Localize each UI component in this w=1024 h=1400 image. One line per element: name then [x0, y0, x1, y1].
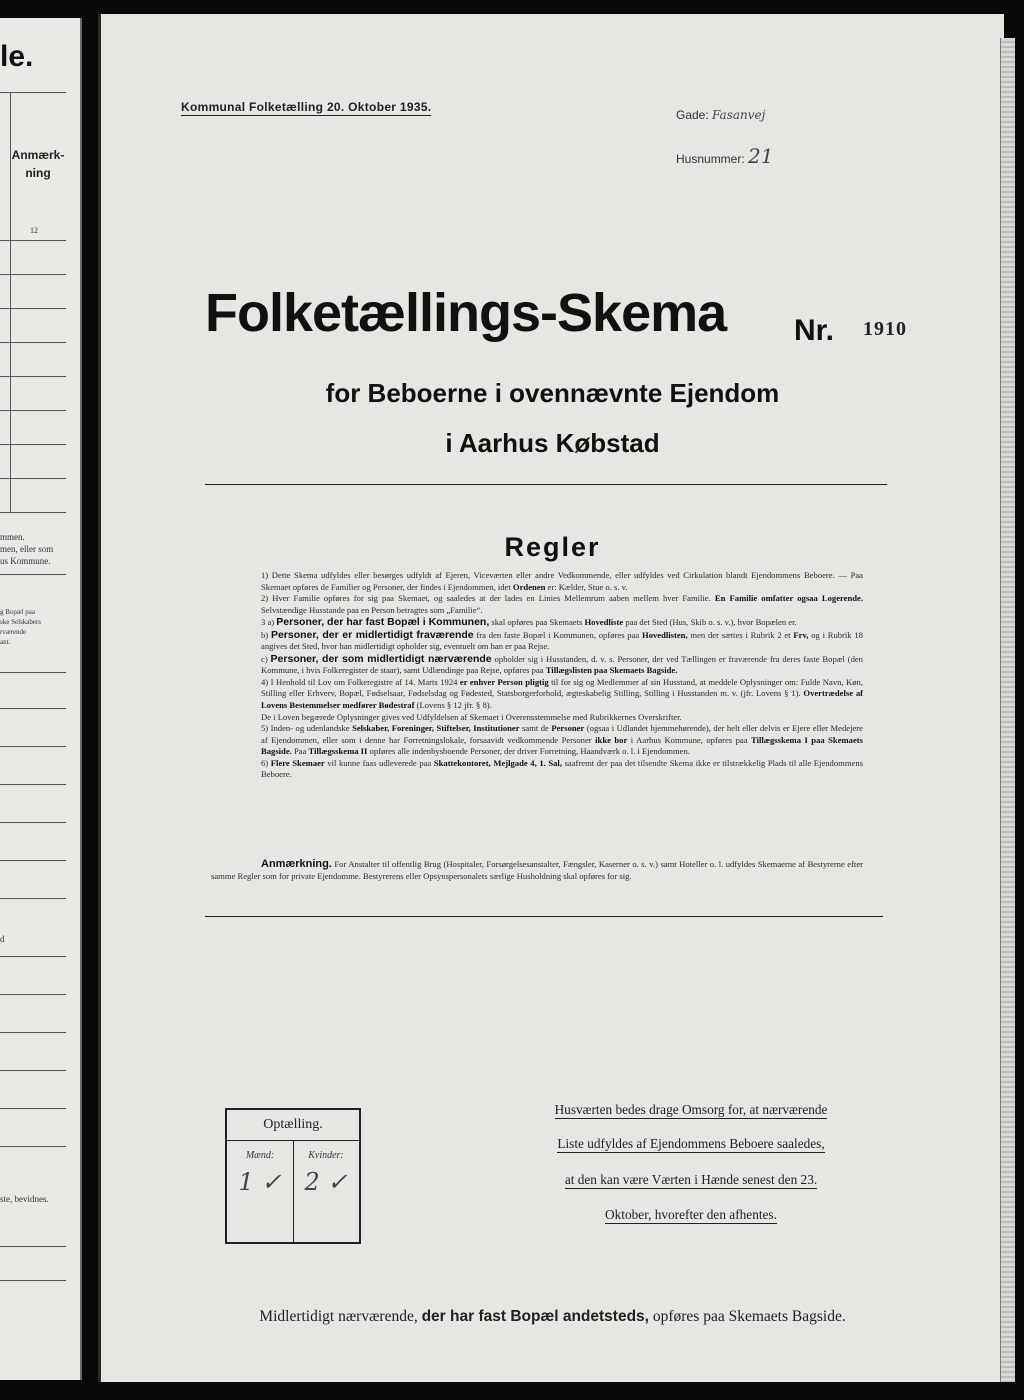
rule-text: fra den faste Bopæl i Kommunen, opføres paa	[476, 629, 640, 640]
table-rule	[0, 512, 66, 513]
form-location: i Aarhus Købstad	[445, 428, 660, 458]
rule-1	[211, 570, 863, 593]
rule-4-note	[211, 712, 863, 724]
rule-emphasis: Overtrædelse af Lovens Bestemmelser medfører Bødestraf	[261, 688, 863, 711]
rule-emphasis: ikke bor	[595, 734, 628, 745]
rule-text: 1) Dette Skema udfyldes eller besørges udfyldt af Ejeren, Viceværten eller andre Vedkommende, eller udfyldes ved Cirkulation blandt Ejendommens Beboere. — Paa Skemaet opføres de Familier og Personer, der findes i Ejendommen, idet	[261, 570, 863, 592]
text-fragment: men, eller som	[0, 544, 54, 554]
table-rule	[0, 994, 66, 995]
form-number-label: Nr.	[794, 314, 835, 347]
table-rule	[0, 1070, 66, 1071]
column-number: 12	[30, 226, 38, 235]
rule-text: Paa	[293, 746, 307, 757]
table-rule	[0, 784, 66, 785]
host-notice-line-3	[519, 1172, 863, 1188]
rule-text: 6)	[261, 757, 269, 768]
table-rule	[0, 860, 66, 861]
rule-emphasis: Personer, der har fast Bopæl i Kommunen,	[276, 616, 490, 629]
host-notice-text: Oktober, hvorefter den afhentes.	[605, 1207, 777, 1222]
rule-text: Selvstændige Husstande paa en Person betragtes som „Familie“.	[261, 604, 483, 615]
remark-block	[211, 858, 863, 882]
table-rule	[0, 1146, 66, 1147]
rule-text: 5) Inden- og udenlandske	[261, 723, 350, 734]
text-fragment: us Kommune.	[0, 556, 51, 566]
rule-text: (ogsaa i Udlandet hjemmehørende), der helt eller delvis er Ejere eller Medejere af Ejendommen, eller som i denne har Forretningslokale, forsaavidt vedkommende Personer	[261, 723, 863, 745]
rule-emphasis: Frv,	[793, 629, 809, 640]
table-rule	[0, 746, 66, 747]
table-rule	[0, 708, 66, 709]
text-fragment: g Bopæl paa	[0, 608, 35, 616]
house-number-value: 21	[748, 144, 774, 168]
footer-emphasis: der har fast Bopæl andetsteds,	[421, 1308, 649, 1325]
rule-text: saafremt der paa det tilsendte Skema ikke er tilstrækkelig Plads til alle Ejendommens Beboere.	[261, 757, 863, 780]
rule-text: paa det Sted (Hus, Skib o. s. v.), hvor Bopælen er.	[625, 617, 797, 628]
table-rule	[0, 342, 66, 343]
remark-text: For Anstalter til offentlig Brug (Hospitaler, Forsørgelsesanstalter, Fængsler, Kaserner o. s. v.) samt Hoteller o. l. udfyldes Skemaerne af Bestyrerne efter samme Regler som for private Ejendomme. Bestyrerens eller Opsynspersonalets særlige Husholdning skal opføres for sig.	[211, 859, 864, 881]
page-edge-stack	[1000, 38, 1015, 1382]
rule-text: De i Loven begærede Oplysninger gives ved Udfyldelsen af Skemaet i Overensstemmelse med Rubrikkernes Overskrifter.	[261, 711, 682, 722]
text-fragment: rværende	[0, 628, 27, 636]
rule-3a	[211, 616, 863, 629]
rule-emphasis: Personer	[551, 723, 585, 734]
table-rule	[0, 1280, 66, 1281]
divider	[205, 916, 883, 917]
host-notice-text: Liste udfyldes af Ejendommens Beboere saaledes,	[557, 1136, 825, 1151]
table-rule	[0, 240, 66, 241]
house-number-label: Husnummer:	[676, 152, 745, 166]
table-rule	[0, 1108, 66, 1109]
table-rule	[0, 308, 66, 309]
rule-text: til for sig og Medlemmer af sin Husstand, at meddele Oplysninger om: Fulde Navn, Køn, Stilling eller Erhverv, Bopæl, Fødselsaar, Fødselsdag og Fødested, Statsborgerforhold, ægteskabelig Stilling, Stilling i Husstanden m. v. (jfr. Lovens § 1).	[261, 676, 863, 699]
rule-emphasis: Hovedlisten,	[642, 629, 688, 640]
table-rule	[0, 274, 66, 275]
host-notice-line-2	[519, 1136, 863, 1152]
table-rule	[0, 898, 66, 899]
rule-text: (Lovens § 12 jfr. § 8).	[416, 700, 492, 711]
rule-text: i Aarhus Kommune, opføres paa	[630, 734, 748, 745]
form-number-value: 1910	[863, 318, 907, 340]
footer-note	[101, 1308, 1004, 1326]
rule-text: men der sættes i Rubrik 2 et	[690, 629, 791, 640]
rule-2	[211, 593, 863, 616]
rule-text: og i Rubrik 18 angives det Sted, hvor han midlertidigt opholder sig, eventuelt om han er paa Rejse.	[261, 629, 863, 652]
street-field	[676, 108, 765, 122]
rule-text: skal opføres paa Skemaets	[491, 617, 583, 628]
rule-emphasis: Personer, der som midlertidigt nærværende	[270, 652, 492, 665]
rule-emphasis: Flere Skemaer	[270, 757, 325, 768]
street-label: Gade:	[676, 108, 709, 122]
men-label: Mænd:	[245, 1150, 275, 1161]
rule-emphasis: Personer, der er midlertidigt fraværende	[270, 628, 474, 641]
rule-emphasis: er enhver Person pligtig	[459, 676, 549, 687]
rule-text: opholder sig i Husstanden, d. v. s. Personer, der ved Tællingen er fraværende fra deres faste Bopæl (den Kommune, i hvis Folkeregister de staar), samt Udlændinge paa Rejse, opføres paa	[261, 653, 863, 676]
table-rule	[0, 376, 66, 377]
remark-label: Anmærkning.	[261, 858, 332, 870]
rule-text: 4) I Henhold til Lov om Folkeregistre af 14. Marts 1924	[261, 676, 458, 687]
adjacent-page-header: le.	[0, 40, 34, 73]
divider	[205, 484, 887, 485]
rule-text: er: Kælder, Stue o. s. v.	[547, 581, 628, 592]
host-notice-line-1	[519, 1102, 863, 1118]
street-value: Fasanvej	[712, 108, 766, 122]
footer-text: Midlertidigt nærværende,	[259, 1308, 418, 1325]
rule-3b	[211, 629, 863, 653]
rule-text: vil kunne faas udleverede paa	[327, 757, 432, 768]
table-rule	[0, 1246, 66, 1247]
rule-text: 3 a)	[261, 617, 275, 628]
rules-heading: Regler	[504, 532, 601, 562]
rule-text: opføres alle indenbysboende Personer, der driver Forretning, Haandværk o. l. i Ejendommen.	[369, 746, 690, 757]
table-rule	[0, 672, 66, 673]
rule-4	[211, 677, 863, 712]
host-notice-line-4	[519, 1207, 863, 1223]
rule-text: b)	[261, 629, 269, 640]
rule-emphasis: Tillægsskema II	[308, 746, 368, 757]
table-rule	[0, 478, 66, 479]
rule-text: 2) Hver Familie opføres for sig paa Skemaet, og saaledes at der lades en Linies Mellemrum aaben mellem hver Familie.	[261, 593, 711, 604]
host-notice-text: Husværten bedes drage Omsorg for, at nærværende	[554, 1102, 828, 1117]
table-rule	[0, 444, 66, 445]
census-form-page	[98, 14, 1004, 1382]
count-box	[225, 1108, 361, 1244]
table-rule	[0, 1032, 66, 1033]
text-fragment: ste, bevidnes.	[0, 1194, 49, 1204]
rule-6	[211, 758, 863, 781]
rule-emphasis: Tillægsskema I paa Skemaets Bagside.	[261, 734, 864, 757]
table-rule	[0, 956, 66, 957]
count-title: Optælling.	[263, 1117, 323, 1132]
women-count: 2 ✓	[304, 1168, 348, 1196]
rule-text: samt de	[522, 723, 549, 734]
adjacent-page-fragment	[0, 18, 82, 1380]
rule-emphasis: Hovedliste	[584, 617, 624, 628]
text-fragment: mmen.	[0, 532, 25, 542]
table-rule	[0, 574, 66, 575]
text-fragment: ant.	[0, 638, 11, 646]
text-fragment: ske Selskabers	[0, 618, 42, 626]
rule-3c	[211, 653, 863, 677]
rule-emphasis: Tillægslisten paa Skemaets Bagside.	[545, 665, 678, 676]
men-count: 1 ✓	[238, 1168, 282, 1196]
rule-emphasis: En Familie omfatter ogsaa Logerende.	[714, 593, 863, 604]
rule-emphasis: Selskaber, Foreninger, Stiftelser, Institutioner	[352, 723, 520, 734]
table-rule	[0, 822, 66, 823]
host-notice-text: at den kan være Værten i Hænde senest den 23.	[564, 1172, 818, 1187]
rules-text	[211, 570, 863, 781]
women-label: Kvinder:	[308, 1150, 344, 1161]
rule-5	[211, 723, 863, 758]
form-title: Folketællings-Skema	[205, 283, 727, 343]
house-number-field	[676, 144, 773, 168]
rule-text: c)	[261, 653, 268, 664]
census-header-line: Kommunal Folketælling 20. Oktober 1935.	[181, 100, 432, 114]
rule-emphasis: Ordenen	[512, 581, 546, 592]
footer-text: opføres paa Skemaets Bagside.	[652, 1308, 846, 1325]
rule-emphasis: Skattekontoret, Mejlgade 4, 1. Sal,	[433, 757, 562, 768]
form-subtitle: for Beboerne i ovennævnte Ejendom	[325, 378, 780, 408]
column-header-anmaerkning: Anmærk- ning	[11, 148, 65, 180]
table-rule	[0, 410, 66, 411]
text-fragment: d	[0, 934, 5, 944]
